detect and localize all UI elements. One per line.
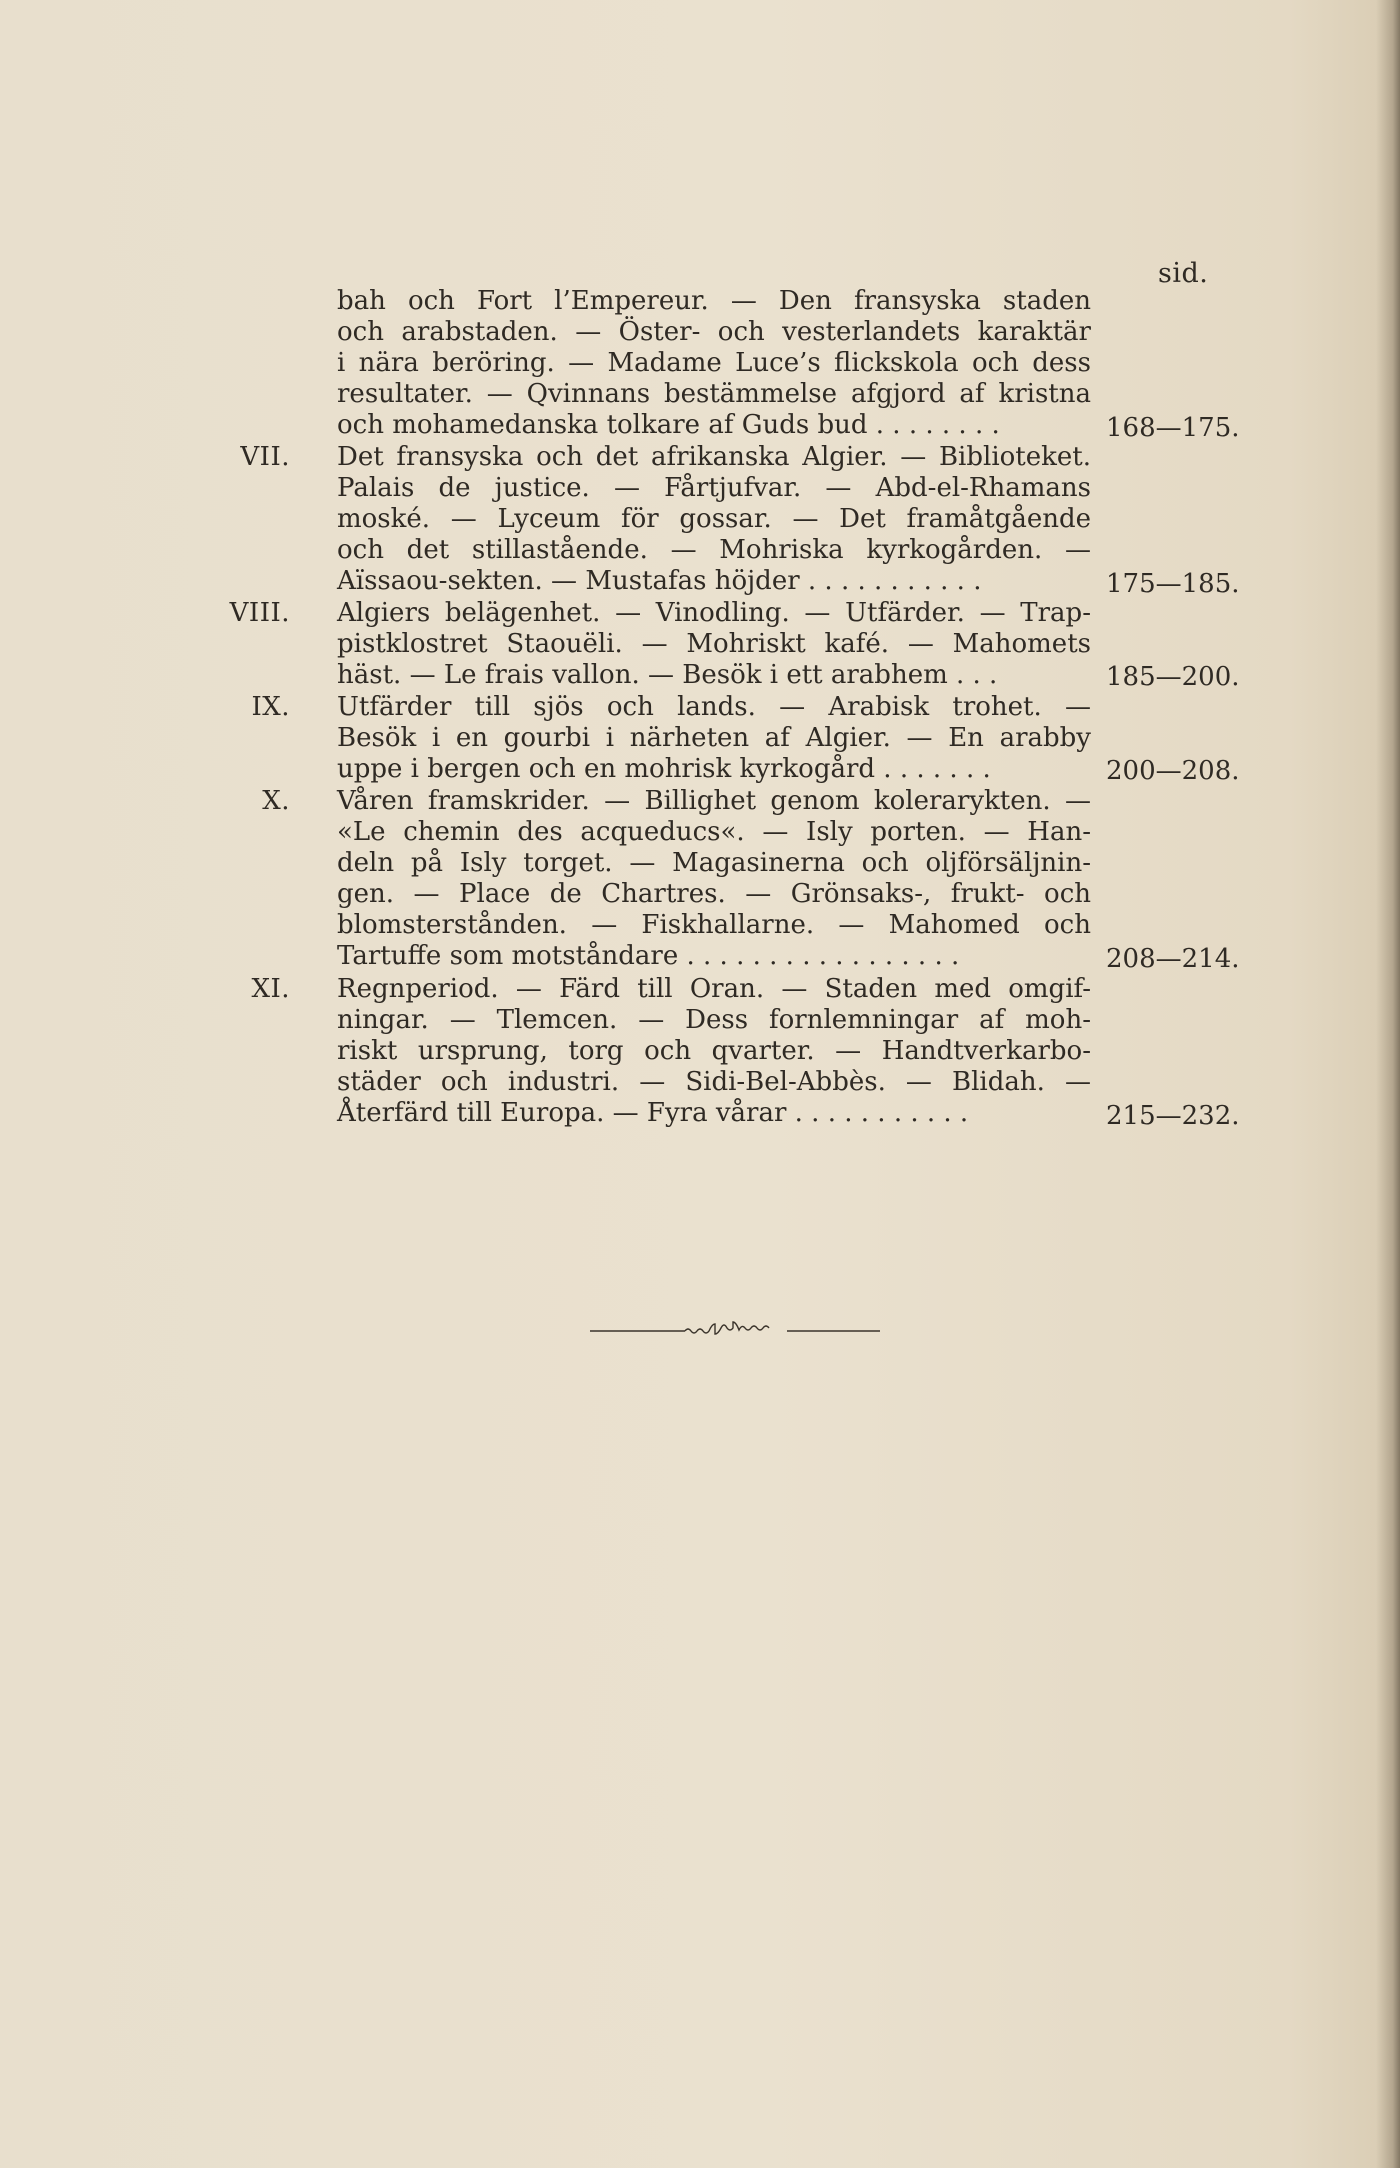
toc-entry-pages: 215—232. bbox=[1106, 1101, 1240, 1131]
toc-entry-pages: 168—175. bbox=[1106, 413, 1240, 443]
toc-entry-line: bah och Fort l’Empereur. — Den fransyska staden bbox=[337, 286, 1091, 316]
toc-entry-line: i nära beröring. — Madame Luce’s flickskola och dess bbox=[337, 348, 1091, 378]
toc-entry-line: resultater. — Qvinnans bestämmelse afgjord af kristna bbox=[337, 379, 1091, 409]
toc-entry-line: Våren framskrider. — Billighet genom kolerarykten. — bbox=[337, 786, 1091, 816]
toc-entry-line: häst. — Le frais vallon. — Besök i ett arabhem . . . bbox=[337, 660, 998, 690]
toc-entry-line: moské. — Lyceum för gossar. — Det framåtgående bbox=[337, 504, 1091, 534]
toc-entry-pages: 208—214. bbox=[1106, 944, 1240, 974]
toc-entry-line: «Le chemin des acqueducs«. — Isly porten. — Han- bbox=[337, 817, 1091, 847]
chapter-number: X. bbox=[262, 786, 290, 816]
toc-entry-line: Tartuffe som motståndare . . . . . . . . . . . . . . . . . bbox=[337, 941, 960, 971]
toc-entry-line: Återfärd till Europa. — Fyra vårar . . . . . . . . . . . bbox=[337, 1098, 969, 1128]
toc-entry-line: Utfärder till sjös och lands. — Arabisk trohet. — bbox=[337, 692, 1091, 722]
toc-entry-line: och det stillastående. — Mohriska kyrkogården. — bbox=[337, 535, 1091, 565]
toc-entry-line: Aïssaou-sekten. — Mustafas höjder . . . . . . . . . . . bbox=[337, 566, 982, 596]
toc-entry-line: Det fransyska och det afrikanska Algier. — Biblioteket. bbox=[337, 442, 1091, 472]
toc-entry-pages: 185—200. bbox=[1106, 662, 1240, 692]
toc-entry-line: pistklostret Staouëli. — Mohriskt kafé. — Mahomets bbox=[337, 629, 1091, 659]
ornamental-rule bbox=[590, 1320, 880, 1340]
chapter-number: VII. bbox=[240, 442, 290, 472]
toc-entry-line: ningar. — Tlemcen. — Dess fornlemningar af moh- bbox=[337, 1005, 1091, 1035]
toc-entry-line: och arabstaden. — Öster- och vesterlandets karaktär bbox=[337, 317, 1091, 347]
chapter-number: VIII. bbox=[229, 598, 290, 628]
chapter-number: IX. bbox=[251, 692, 290, 722]
toc-entry-line: deln på Isly torget. — Magasinerna och oljförsäljnin- bbox=[337, 848, 1091, 878]
chapter-number: XI. bbox=[251, 974, 290, 1004]
toc-entry-line: och mohamedanska tolkare af Guds bud . . . . . . . . bbox=[337, 410, 1000, 440]
page-column-header: sid. bbox=[1158, 258, 1209, 289]
toc-entry-pages: 175—185. bbox=[1106, 569, 1240, 599]
toc-entry-line: gen. — Place de Chartres. — Grönsaks-, frukt- och bbox=[337, 879, 1091, 909]
toc-entry-line: riskt ursprung, torg och qvarter. — Handtverkarbo- bbox=[337, 1036, 1091, 1066]
toc-entry-line: Algiers belägenhet. — Vinodling. — Utfärder. — Trap- bbox=[337, 598, 1091, 628]
toc-entry-line: uppe i bergen och en mohrisk kyrkogård . . . . . . . bbox=[337, 754, 991, 784]
toc-entry-line: städer och industri. — Sidi-Bel-Abbès. — Blidah. — bbox=[337, 1067, 1091, 1097]
toc-entry-line: Palais de justice. — Fårtjufvar. — Abd-el-Rhamans bbox=[337, 473, 1091, 503]
page-edge-shadow bbox=[1376, 0, 1400, 2168]
toc-entry-line: Besök i en gourbi i närheten af Algier. — En arabby bbox=[337, 723, 1091, 753]
toc-entry-line: Regnperiod. — Färd till Oran. — Staden med omgif- bbox=[337, 974, 1091, 1004]
toc-entry-pages: 200—208. bbox=[1106, 756, 1240, 786]
toc-entry-line: blomsterstånden. — Fiskhallarne. — Mahomed och bbox=[337, 910, 1091, 940]
